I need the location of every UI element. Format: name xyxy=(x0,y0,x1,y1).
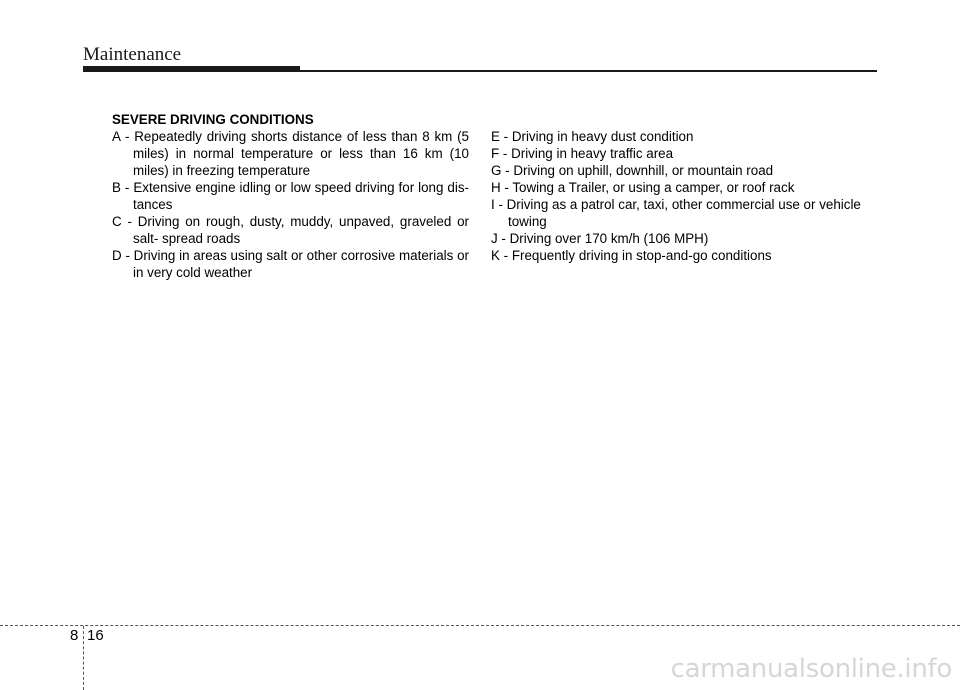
section-heading: SEVERE DRIVING CONDITIONS xyxy=(112,112,314,127)
header-rule-thin xyxy=(300,70,877,72)
page-title: Maintenance xyxy=(83,44,182,65)
footer-divider xyxy=(83,626,84,690)
condition-item: D - Driving in areas using salt or other corrosive materials or in very cold weather xyxy=(112,248,469,280)
condition-item: I - Driving as a patrol car, taxi, other commercial use or vehicle towing xyxy=(491,197,861,229)
header-rule-thick xyxy=(83,66,300,72)
condition-item: H - Towing a Trailer, or using a camper, or roof rack xyxy=(491,180,795,195)
condition-item: K - Frequently driving in stop-and-go conditions xyxy=(491,248,772,263)
footer-rule xyxy=(0,625,960,626)
condition-item: C - Driving on rough, dusty, muddy, unpaved, graveled or salt- spread roads xyxy=(112,214,469,246)
right-column xyxy=(491,128,879,264)
condition-item: B - Extensive engine idling or low speed driving for long dis- tances xyxy=(112,180,469,212)
condition-item: F - Driving in heavy traffic area xyxy=(491,146,674,161)
page-number: 16 xyxy=(87,627,104,644)
condition-item: G - Driving on uphill, downhill, or mountain road xyxy=(491,163,774,178)
condition-item: A - Repeatedly driving shorts distance of less than 8 km (5 miles) in normal temperature or less than 16 km (10 miles) in freezing temperature xyxy=(112,129,469,178)
chapter-number: 8 xyxy=(70,627,79,644)
left-column xyxy=(112,111,469,281)
condition-item: J - Driving over 170 km/h (106 MPH) xyxy=(491,231,709,246)
condition-item: E - Driving in heavy dust condition xyxy=(491,129,694,144)
watermark: carmanualsonline.info xyxy=(670,654,952,684)
